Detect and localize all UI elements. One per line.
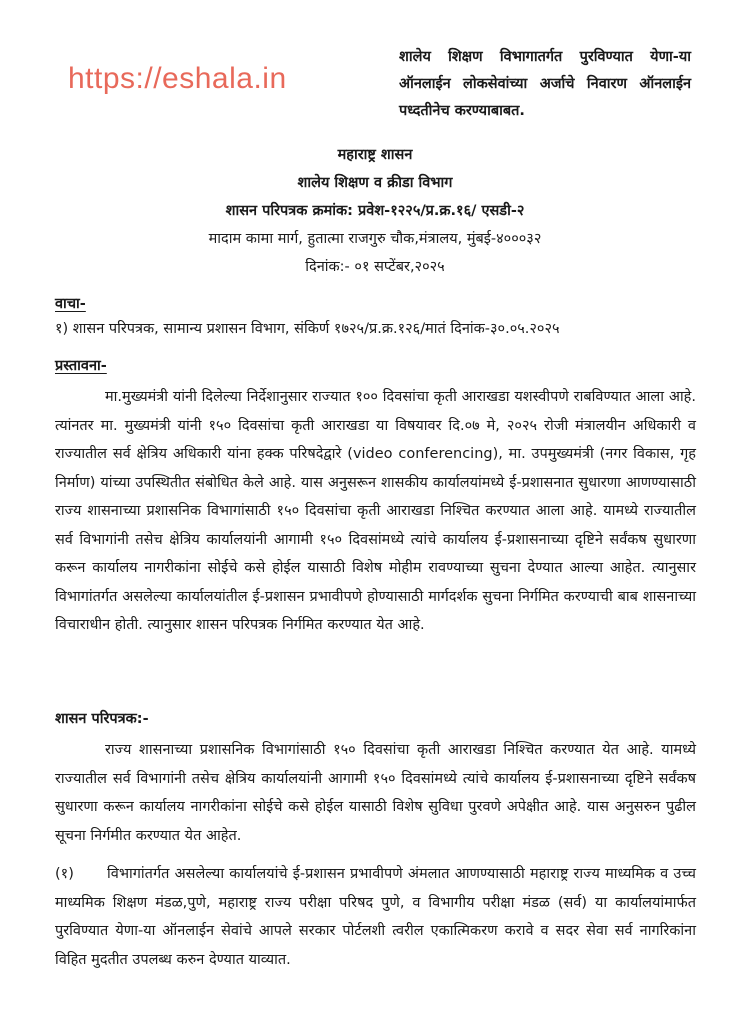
preamble-paragraph: मा.मुख्यमंत्री यांनी दिलेल्या निर्देशानुसार राज्यात १०० दिवसांचा कृती आराखडा यशस्वीपणे राबविण्यात आला आहे. त्यांनतर मा. मुख्यमंत्री यांनी १५० दिवसांचा कृती आराखडा या विषयावर दि.०७ मे, २०२५ रोजी मंत्रालयीन अधिकारी व राज्यातील सर्व क्षेत्रिय अधिकारी यांना हक्क परिषदेद्वारे (video conferencing), मा. उपमुख्यमंत्री (नगर विकास, गृह निर्माण) यांच्या उपस्थितीत संबोधित केले आहे. यास अनुसरून शासकीय कार्यालयांमध्ये ई-प्रशासनात सुधारणा आणण्यासाठी राज्य शासनाच्या प्रशासनिक विभागांसाठी १५० दिवसांचा कृती आराखडा निश्चित करण्यात आला आहे. यामध्ये राज्यातील सर्व विभागांनी तसेच क्षेत्रिय कार्यालयांनी आगामी १५० दिवसांमध्ये त्यांचे कार्यालय ई-प्रशासनाच्या दृष्टिने सर्वंकष सुधारणा करून कार्यालय नागरीकांना सोईचे कसे होईल यासाठी विशेष मोहीम रावण्याच्या सुचना देण्यात आल्या आहेत. त्यानुसार विभागांतर्गत असलेल्या कार्यालयांतील ई-प्रशासन प्रभावीपणे होण्यासाठी मार्गदर्शक सुचना निर्गमित करण्याची बाब शासनाच्या विचाराधीन होती. त्यानुसार शासन परिपत्रक निर्गमित करण्यात येत आहे.	[55, 389, 696, 633]
subject-text: शालेय शिक्षण विभागातर्गत पुरविण्यात येणा-या ऑनलाईन लोकसेवांच्या अर्जाचे निवारण ऑनलाईन पध्दतीनेच करण्याबाबत.	[399, 49, 691, 119]
circular-paragraph: राज्य शासनाच्या प्रशासनिक विभागांसाठी १५० दिवसांचा कृती आराखडा निश्चित करण्यात येत आहे. यामध्ये राज्यातील सर्व विभागांनी तसेच क्षेत्रिय कार्यालयांनी आगामी १५० दिवसांमध्ये त्यांचे कार्यालय ई-प्रशासनाच्या दृष्टिने सर्वंकष सुधारणा करून कार्यालय नागरीकांना सोईचे कसे होईल यासाठी विशेष सुविधा पुरवणे अपेक्षीत आहे. यास अनुसरुन पुढील सूचना निर्गमीत करण्यात येत आहेत.	[55, 742, 696, 844]
preamble-section	[55, 355, 696, 640]
point-text: विभागांतर्गत असलेल्या कार्यालयांचे ई-प्रशासन प्रभावीपणे अंमलात आणण्यासाठी महाराष्ट्र राज्य माध्यमिक व उच्च माध्यमिक शिक्षण मंडळ,पुणे, महाराष्ट्र राज्य परीक्षा परिषद पुणे, व विभागीय परीक्षा मंडळ (सर्व) या कार्यालयांमार्फत पुरविण्यात येणा-या ऑनलाईन सेवांचे आपले सरकार पोर्टलशी त्वरील एकात्मिकरण करावे व सदर सेवा सर्व नागरिकांना विहित मुदतीत उपलब्ध करुन देण्यात याव्यात.	[55, 866, 696, 968]
circular-heading: शासन परिपत्रक:-	[55, 711, 149, 727]
read-item-1: १) शासन परिपत्रक, सामान्य प्रशासन विभाग, संकिर्ण १७२५/प्र.क्र.१२६/मातं दिनांक-३०.०५.२०२५	[55, 321, 560, 337]
point-number: (१)	[55, 866, 74, 882]
read-heading: वाचा-	[55, 296, 86, 312]
circular-point-1	[55, 860, 696, 974]
circular-section	[55, 708, 696, 974]
government-title: महाराष्ट्र शासन	[337, 147, 413, 163]
address-line: मादाम कामा मार्ग, हुतात्मा राजगुरु चौक,मंत्रालय, मुंबई-४०००३२	[208, 231, 542, 247]
read-section	[55, 293, 696, 344]
website-watermark: https://eshala.in	[68, 62, 287, 95]
preamble-heading: प्रस्तावना-	[55, 358, 107, 374]
department-title: शालेय शिक्षण व क्रीडा विभाग	[297, 175, 453, 191]
document-header	[80, 141, 670, 281]
circular-number: शासन परिपत्रक क्रमांक: प्रवेश-१२२५/प्र.क्र.१६/ एसडी-२	[225, 203, 525, 219]
date-line: दिनांक:- ०१ सप्टेंबर,२०२५	[305, 259, 445, 275]
